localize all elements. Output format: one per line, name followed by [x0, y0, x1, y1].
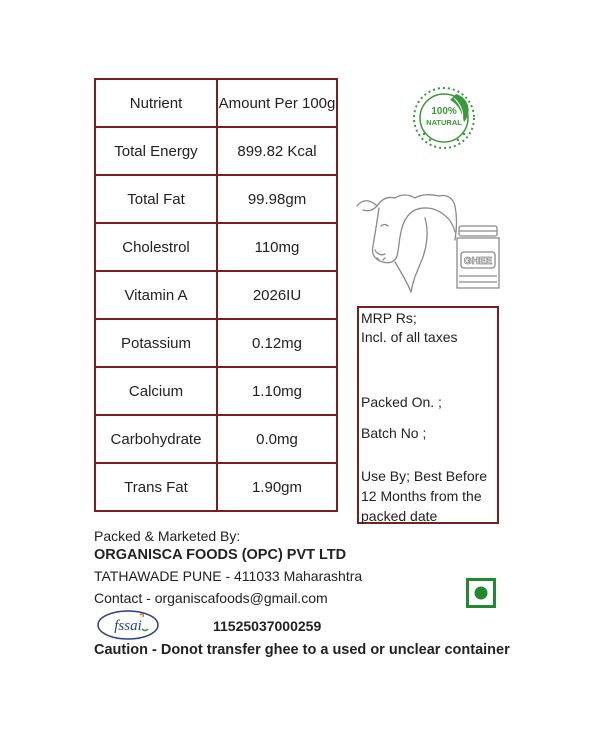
mrp-label: MRP Rs;: [361, 310, 417, 326]
use-by-line2: 12 Months from the: [361, 488, 482, 504]
badge-line1: 100%: [431, 106, 457, 117]
caution-text: Caution - Donot transfer ghee to a used or unclear container: [94, 642, 510, 658]
batch-no-label: Batch No ;: [361, 425, 427, 441]
nutrient-name: Calcium: [95, 367, 217, 415]
nutrient-amount: 1.10mg: [217, 367, 337, 415]
company-name: ORGANISCA FOODS (OPC) PVT LTD: [94, 547, 347, 563]
nutrient-name: Cholestrol: [95, 223, 217, 271]
nutrient-amount: 1.90gm: [217, 463, 337, 511]
nutrient-name: Carbohydrate: [95, 415, 217, 463]
table-row: [95, 271, 337, 319]
fssai-license-number: 11525037000259: [213, 618, 322, 634]
nutrient-header: Nutrient: [95, 79, 217, 127]
nutrient-name: Potassium: [95, 319, 217, 367]
veg-symbol-icon: [466, 578, 496, 608]
nutrient-amount: 99.98gm: [217, 175, 337, 223]
table-row: [95, 127, 337, 175]
contact-email: Contact - organiscafoods@gmail.com: [94, 590, 328, 606]
badge-line2: NATURAL: [426, 118, 462, 127]
nutrient-amount: 899.82 Kcal: [217, 127, 337, 175]
table-row: [95, 175, 337, 223]
table-header-row: [95, 79, 337, 127]
taxes-label: Incl. of all taxes: [361, 329, 458, 345]
cow-and-ghee-jar-icon: [355, 188, 505, 298]
nutrient-name: Total Fat: [95, 175, 217, 223]
packed-by-label: Packed & Marketed By:: [94, 528, 241, 544]
company-address: TATHAWADE PUNE - 411033 Maharashtra: [94, 568, 363, 584]
jar-label: GHEE: [463, 256, 493, 267]
nutrient-amount: 110mg: [217, 223, 337, 271]
table-row: [95, 367, 337, 415]
packed-on-label: Packed On. ;: [361, 394, 442, 410]
fssai-logo-text: fssai: [114, 618, 142, 634]
use-by-line3: packed date: [361, 508, 438, 524]
nutrient-name: Trans Fat: [95, 463, 217, 511]
nutrition-table: [94, 78, 338, 512]
use-by-line1: Use By; Best Before: [361, 468, 488, 484]
mrp-box: [357, 306, 499, 524]
nutrient-amount: 0.0mg: [217, 415, 337, 463]
table-row: [95, 463, 337, 511]
nutrient-name: Total Energy: [95, 127, 217, 175]
nutrient-name: Vitamin A: [95, 271, 217, 319]
nutrient-amount: 0.12mg: [217, 319, 337, 367]
natural-badge-icon: [410, 84, 478, 152]
table-row: [95, 415, 337, 463]
amount-header: Amount Per 100g: [217, 79, 337, 127]
table-row: [95, 223, 337, 271]
table-row: [95, 319, 337, 367]
nutrient-amount: 2026IU: [217, 271, 337, 319]
fssai-logo: [96, 609, 160, 641]
